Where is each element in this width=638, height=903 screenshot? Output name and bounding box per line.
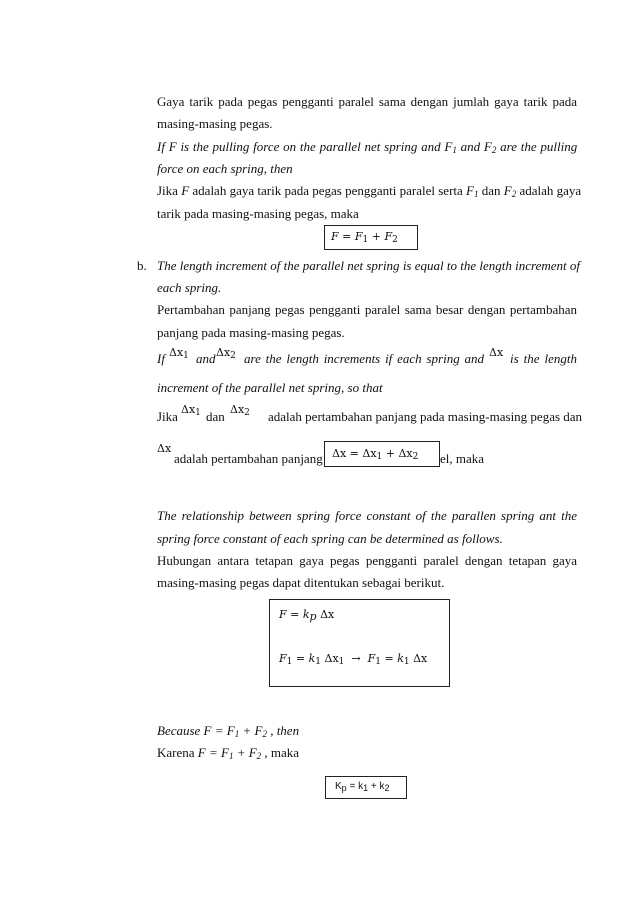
word: tetapan [508, 553, 547, 568]
word: The [157, 508, 177, 523]
equation-kp-sum: $K_p = k_1 + k_2$ [335, 781, 390, 793]
word: parallel [319, 139, 361, 154]
equation-box-force-sum [324, 225, 418, 250]
word: the [265, 351, 282, 366]
word: the [520, 139, 537, 154]
word: adalah [192, 183, 227, 198]
paragraph-line: adalah pertambahan panjang pada masing-masing pegas dan [268, 409, 583, 424]
word-jika: Jika [157, 409, 178, 424]
word: gaya [552, 553, 578, 568]
word: the [523, 351, 540, 366]
word: of [569, 258, 581, 273]
word: paralel [423, 553, 459, 568]
word: Jika [157, 183, 178, 198]
paragraph-line: adalah pertambahan panjang [174, 451, 323, 466]
paragraph-line-italic: spring force constant of each spring can be determined as follows. [157, 531, 503, 546]
paragraph-line-italic: increment of the parallel net spring, so that [157, 380, 383, 395]
word: net [364, 139, 381, 154]
paragraph-line-italic: force on each spring, then [157, 161, 293, 176]
word: pegas [275, 302, 305, 317]
word: parallen [451, 508, 496, 523]
word: net [347, 258, 364, 273]
word: of [270, 258, 281, 273]
word: and [421, 139, 441, 154]
word: $F_1$ [466, 183, 479, 199]
word: besar [435, 302, 464, 317]
equation-length-sum: $\Delta x = \Delta x_1 + \Delta x_2$ [332, 447, 419, 462]
word: Hubungan [157, 553, 212, 568]
word: paralel [338, 94, 374, 109]
word: spring [426, 351, 460, 366]
word: $F_1$ [444, 139, 457, 155]
paragraph-line-italic: Because $F = F_1 + F_2$ , then [157, 723, 300, 739]
word: jumlah [453, 94, 490, 109]
word: parallel [302, 258, 344, 273]
word: are [500, 139, 517, 154]
word: sama [404, 302, 432, 317]
word: pegas [329, 553, 360, 568]
math-delta-x1: $\Delta x_1$ [181, 403, 201, 418]
word: paralel [364, 302, 401, 317]
word: relationship [181, 508, 244, 523]
word: spring [366, 258, 400, 273]
paragraph-line: panjang pada masing-masing pegas. [157, 325, 345, 340]
word: F [168, 139, 177, 154]
paragraph-line-italic [244, 351, 484, 367]
paragraph-line: Karena $F = F_1 + F_2$ , maka [157, 745, 300, 761]
word: panjang [229, 302, 271, 317]
word: spring [384, 139, 418, 154]
word: tetapan [255, 553, 293, 568]
word: The [157, 258, 177, 273]
word-dan: dan [206, 409, 225, 424]
word: serta [438, 183, 463, 198]
word: the [299, 139, 316, 154]
paragraph-line [157, 553, 577, 569]
equation-force-sum: $F = F_1 + F_2$ [331, 230, 398, 245]
paragraph-line-italic [510, 351, 577, 367]
word: pada [284, 183, 309, 198]
word: and [460, 139, 481, 154]
word: pegas [312, 183, 342, 198]
paragraph-line-italic [157, 139, 577, 155]
word: pengganti [365, 553, 418, 568]
word: pulling [540, 139, 578, 154]
word: length [286, 351, 319, 366]
word: Pertambahan [157, 302, 225, 317]
word: tarik [523, 94, 548, 109]
equation-box-kp [325, 776, 407, 799]
paragraph-line: masing-masing pegas. [157, 116, 273, 131]
paragraph-line-italic [157, 258, 581, 274]
paragraph-line-italic [157, 508, 577, 524]
math-delta-x: Δx [157, 442, 172, 455]
word: $F_2$ [483, 139, 497, 155]
math-delta-x: Δx [489, 346, 504, 359]
equation-box-spring-constant [269, 599, 450, 687]
word: gaya [556, 183, 582, 198]
word: the [283, 258, 300, 273]
word: dengan [464, 553, 503, 568]
word: gaya [494, 94, 519, 109]
word: to [446, 258, 457, 273]
word-and: and [196, 351, 216, 366]
word: is [402, 258, 412, 273]
word: force [253, 139, 280, 154]
paragraph-line: tarik pada masing-masing pegas, maka [157, 206, 359, 221]
word: force [335, 508, 362, 523]
word: adalah [519, 183, 554, 198]
word: is [180, 139, 190, 154]
paragraph-line-italic: each spring. [157, 280, 222, 295]
word: pada [218, 94, 243, 109]
equation-force-kp: $F = k_p$ Δx [279, 608, 335, 623]
math-delta-x2: $\Delta x_2$ [230, 403, 250, 418]
paragraph-line [157, 94, 577, 110]
word: dengan [410, 94, 449, 109]
word: dengan [467, 302, 506, 317]
word: sama [378, 94, 406, 109]
word: length [544, 351, 577, 366]
word: are [244, 351, 261, 366]
word: ant [539, 508, 557, 523]
word: of [415, 508, 426, 523]
word: increments [323, 351, 381, 366]
word: the [192, 139, 209, 154]
word: paralel [399, 183, 435, 198]
word: increment [215, 258, 267, 273]
equation-box-length-sum [324, 441, 440, 467]
word: equal [414, 258, 444, 273]
word: length [179, 258, 213, 273]
word: pertambahan [509, 302, 577, 317]
math-delta-x1: $\Delta x_1$ [169, 346, 189, 361]
math-delta-x2: $\Delta x_2$ [216, 346, 236, 361]
word: tarik [257, 183, 282, 198]
word: increment [515, 258, 567, 273]
word: pengganti [282, 94, 334, 109]
word: dan [481, 183, 501, 198]
word: pada [552, 94, 578, 109]
paragraph-line [157, 302, 577, 318]
paragraph-line: el, maka [440, 451, 485, 466]
word: each [397, 351, 422, 366]
word: Gaya [157, 94, 185, 109]
word: F [181, 183, 190, 198]
word: between [249, 508, 292, 523]
word: spring [296, 508, 331, 523]
word: is [510, 351, 519, 366]
word: pengganti [345, 183, 397, 198]
word: if [385, 351, 393, 366]
word: pegas [247, 94, 278, 109]
word: pengganti [309, 302, 361, 317]
paragraph-line-italic: If [157, 351, 165, 366]
word: $F_2$ [503, 183, 517, 199]
equation-force-k1: $F_1 = k_1$ $\Delta x_1 \to F_1 = k_1$ Δx [279, 652, 428, 667]
word: tarik [189, 94, 214, 109]
paragraph-line: masing-masing pegas dapat ditentukan sebagai berikut. [157, 575, 445, 590]
word: pulling [212, 139, 250, 154]
word: the [561, 508, 578, 523]
word: If [157, 139, 165, 154]
paragraph-line [157, 183, 582, 199]
word: the [460, 258, 477, 273]
word: length [479, 258, 512, 273]
word: constant [366, 508, 411, 523]
word: and [464, 351, 485, 366]
list-marker-b: b. [137, 258, 147, 273]
word: gaya [229, 183, 255, 198]
word: spring [501, 508, 535, 523]
word: the [430, 508, 447, 523]
word: gaya [299, 553, 324, 568]
word: on [283, 139, 297, 154]
word: antara [217, 553, 250, 568]
